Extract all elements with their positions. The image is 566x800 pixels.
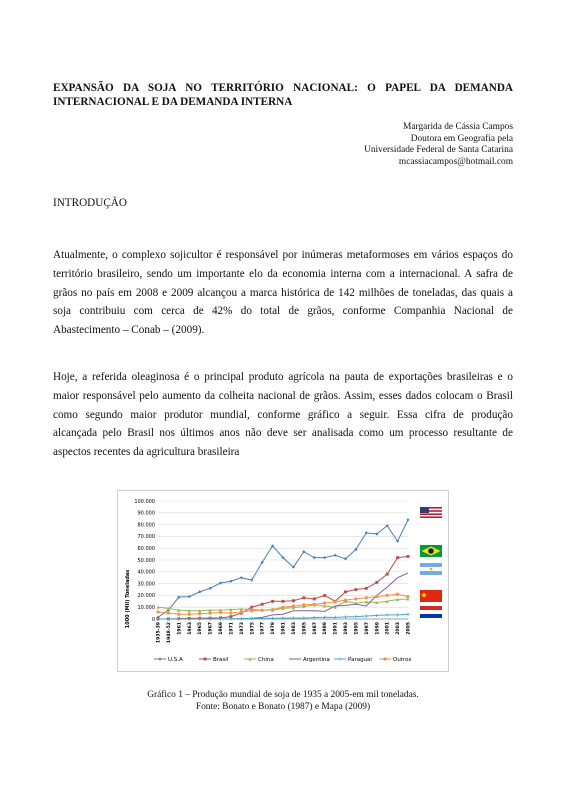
x-tick-label: 1969 <box>219 622 224 635</box>
usa-flag-icon <box>420 507 442 518</box>
paragraph-2-line: aspectos recentes da agricultura brasileira <box>53 446 240 459</box>
data-point <box>333 554 336 557</box>
y-tick-label: 30.000 <box>137 581 155 588</box>
y-axis-label: 1000 (Mil) Toneladas <box>125 569 131 629</box>
author-institution: Universidade Federal de Santa Catarina <box>364 145 513 156</box>
chart-svg <box>118 491 448 671</box>
y-tick-label: 20.000 <box>137 593 155 600</box>
x-tick-label: 2001 <box>385 622 391 635</box>
data-point <box>354 615 357 618</box>
legend-label: China <box>258 657 274 663</box>
data-point <box>365 596 368 599</box>
data-point <box>344 590 347 593</box>
y-tick-labels <box>134 499 155 623</box>
author-degree: Doutora em Geografia pela <box>410 133 513 144</box>
data-point <box>292 599 295 602</box>
data-point <box>240 610 243 613</box>
x-tick-label: 1981 <box>281 622 287 635</box>
legend-label: Argentina <box>303 657 330 663</box>
paragraph-1-line: grãos no país em 2008 e 2009 alcançou a marca histórica de 142 milhões de toneladas, das quais a <box>53 286 513 299</box>
x-tick-label: 2005 <box>406 622 412 635</box>
x-tick-label: 2003 <box>396 622 402 635</box>
x-tick-label: 1935-39 <box>156 622 162 644</box>
data-point <box>407 555 410 558</box>
data-point <box>396 556 399 559</box>
y-tick-label: 0 <box>151 616 155 623</box>
series-line <box>158 594 408 614</box>
author-block <box>213 122 513 168</box>
y-tick-label: 40.000 <box>137 569 155 576</box>
y-tick-label: 90.000 <box>137 510 155 517</box>
data-point <box>396 613 399 616</box>
section-heading: INTRODUÇÃO <box>53 197 127 209</box>
data-point <box>323 601 326 604</box>
data-point <box>375 595 378 598</box>
paragraph-2 <box>53 368 513 462</box>
legend-label: U.S.A <box>168 657 183 663</box>
soy-production-chart <box>117 490 449 672</box>
y-tick-label: 100.000 <box>134 498 155 505</box>
data-point <box>204 658 207 661</box>
data-point <box>261 603 264 606</box>
x-tick-label: 1987 <box>312 622 318 635</box>
legend-label: Brasil <box>213 657 229 663</box>
data-point <box>323 616 326 619</box>
legend-label: Outros <box>393 657 412 663</box>
data-point <box>313 603 316 606</box>
paragraph-1-line: território brasileiro, sendo um importante elo da economia interna com a internacional. A safra de <box>53 267 513 280</box>
x-tick-label: 1979 <box>271 622 277 635</box>
x-tick-label: 1961 <box>177 622 183 635</box>
series-line <box>158 573 408 619</box>
paragraph-2-line: como segundo maior produtor mundial, conforme gráfico a seguir. Essa cifra de produção <box>53 408 513 421</box>
y-tick-label: 10.000 <box>137 605 155 611</box>
y-tick-label: 50.000 <box>137 557 155 564</box>
data-point <box>406 518 409 521</box>
data-point <box>240 617 243 620</box>
data-point <box>383 657 386 660</box>
x-tick-label: 1999 <box>375 622 381 635</box>
y-tick-label: 80.000 <box>137 522 155 529</box>
x-tick-label: 1971 <box>229 622 235 635</box>
y-tick-label: 60.000 <box>137 546 155 552</box>
data-point <box>250 609 253 612</box>
data-point <box>302 596 305 599</box>
data-point <box>344 599 347 602</box>
paragraph-1-line: Abastecimento – Conab – (2009). <box>53 324 205 337</box>
data-point <box>386 613 389 616</box>
paragraph-1 <box>53 246 513 340</box>
data-point <box>333 600 336 603</box>
data-point <box>281 606 284 609</box>
author-name: Margarida de Cássia Campos <box>403 122 513 132</box>
data-point <box>365 614 368 617</box>
x-tick-label: 1997 <box>364 622 370 635</box>
data-point <box>198 612 201 615</box>
x-tick-label: 1973 <box>239 622 245 635</box>
data-point <box>406 595 409 598</box>
figure-source: Fonte: Bonato e Bonato (1987) e Mapa (2009) <box>195 702 371 712</box>
figure-caption: Gráfico 1 – Produção mundial de soja de 1935 a 2005-em mil toneladas. <box>147 690 419 700</box>
data-point <box>271 608 274 611</box>
data-point <box>250 617 253 620</box>
data-point <box>396 593 399 596</box>
data-point <box>167 612 170 615</box>
paragraph-2-line: Hoje, a referida oleaginosa é o principal produto agrícola na pauta de exportações brasileiras e o <box>53 371 513 383</box>
data-point <box>177 613 180 616</box>
data-point <box>198 590 201 593</box>
x-tick-label: 1985 <box>302 622 308 635</box>
china-flag-icon <box>420 590 442 602</box>
data-point <box>240 576 243 579</box>
data-point <box>208 612 211 615</box>
x-tick-label: 1948-52 <box>166 622 172 644</box>
data-point <box>354 588 357 591</box>
x-tick-label: 1983 <box>291 622 297 635</box>
data-point <box>188 613 191 616</box>
data-point <box>365 587 368 590</box>
x-tick-label: 1965 <box>198 622 204 635</box>
data-point <box>229 612 232 615</box>
data-point <box>386 573 389 576</box>
data-point <box>333 616 336 619</box>
x-tick-label: 1963 <box>187 622 193 635</box>
data-point <box>323 556 326 559</box>
data-point <box>158 657 161 660</box>
legend-label: Paraguai <box>348 657 372 663</box>
data-point <box>302 603 305 606</box>
paragraph-1-line: soja contribuiu com cerca de 42% do total de grãos, conforme Companhia Nacional de <box>53 305 513 318</box>
data-point <box>261 609 264 612</box>
data-point <box>282 600 285 603</box>
x-tick-label: 1975 <box>250 622 256 635</box>
paragraph-1-line: Atualmente, o complexo sojicultor é responsável por inúmeras metaformoses em vários espaços do <box>53 249 513 261</box>
chart-legend <box>154 657 411 663</box>
data-point <box>344 615 347 618</box>
x-tick-labels <box>156 622 412 643</box>
series-lines <box>156 518 409 620</box>
paraguay-flag-icon <box>420 606 442 618</box>
data-point <box>386 594 389 597</box>
x-tick-label: 1967 <box>208 622 214 635</box>
paragraph-2-line: alcançada pelo Brasil nos últimos anos não deve ser analisada como um processo resultante de <box>53 427 513 440</box>
data-point <box>313 598 316 601</box>
paragraph-2-line: maior responsável pelo aumento da colheita nacional de grãos. Assim, esses dados colocam o Brasil <box>53 389 513 402</box>
argentina-flag-icon <box>420 563 442 575</box>
data-point <box>323 594 326 597</box>
data-point <box>271 600 274 603</box>
data-point <box>354 597 357 600</box>
data-point <box>375 581 378 584</box>
data-point <box>156 610 159 613</box>
author-email[interactable]: mcassiacampos@hotmail.com <box>398 156 513 167</box>
data-point <box>219 611 222 614</box>
y-tick-label: 70.000 <box>137 534 155 541</box>
data-point <box>292 604 295 607</box>
x-tick-label: 1989 <box>323 622 329 635</box>
brazil-flag-icon <box>420 545 442 557</box>
data-point <box>229 580 232 583</box>
paper-title: EXPANSÃO DA SOJA NO TERRITÓRIO NACIONAL: O PAPEL DA DEMANDA INTERNACIONAL E DA DEMANDA INTERNA <box>53 82 513 108</box>
data-point <box>406 613 409 616</box>
x-tick-label: 1993 <box>344 622 349 635</box>
data-point <box>375 614 378 617</box>
x-tick-label: 1977 <box>260 622 266 635</box>
data-point <box>271 617 274 620</box>
data-point <box>338 657 341 660</box>
x-tick-label: 1995 <box>354 622 360 635</box>
x-tick-label: 1991 <box>333 622 339 635</box>
